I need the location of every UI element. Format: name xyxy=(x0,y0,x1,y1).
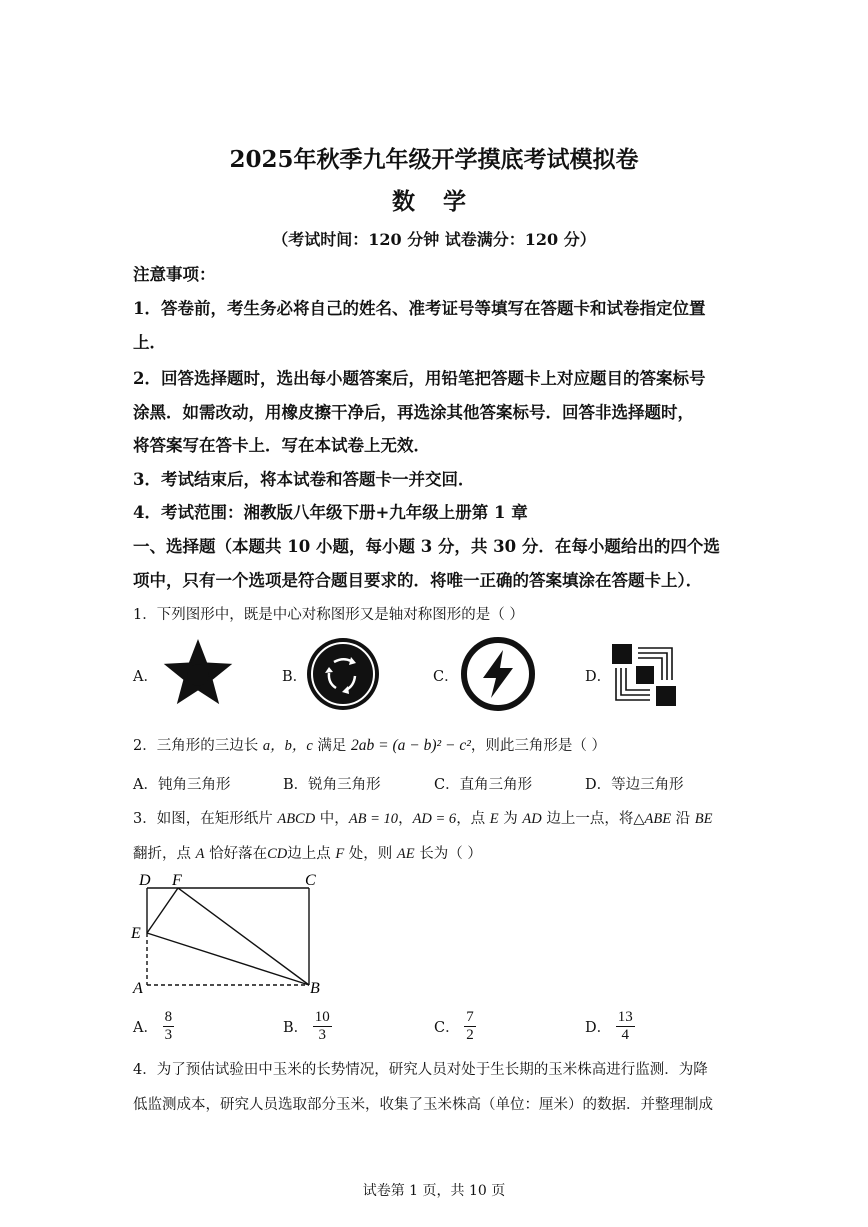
q3-text: 边上一点，将 xyxy=(541,811,634,827)
notes-heading: 注意事项： xyxy=(133,265,216,284)
q2-mid: 满足 xyxy=(312,738,351,754)
q3-option-b-fraction xyxy=(313,1009,332,1044)
question-2-stem xyxy=(133,734,606,755)
label-e: E xyxy=(131,925,141,942)
q3-text: 3．如图，在矩形纸片 xyxy=(133,811,278,827)
q3-triangle: △ABE xyxy=(633,811,672,827)
subject-heading: 数 学 xyxy=(391,188,476,215)
q3-option-c xyxy=(434,1009,476,1044)
q2-option-d: D．等边三角形 xyxy=(585,777,684,793)
question-4-line-1: 4．为了预估试验田中玉米的长势情况，研究人员对处于生长期的玉米株高进行监测．为降 xyxy=(133,1062,708,1078)
q3-option-a xyxy=(133,1009,174,1044)
exam-title: 2025年秋季九年级开学摸底考试模拟卷 xyxy=(229,146,639,173)
note-3: 3．考试结束后，将本试卷和答题卡一并交回． xyxy=(133,470,475,489)
q3-text: 为 xyxy=(498,811,523,827)
section-1-line-1: 一、选择题（本题共 10 小题，每小题 3 分，共 30 分．在每小题给出的四个选 xyxy=(133,537,720,556)
q3-text: 沿 xyxy=(671,811,695,827)
q1-option-d-label: D． xyxy=(585,669,612,685)
section-1-line-2: 项中，只有一个选项是符合题目要求的．将唯一正确的答案填涂在答题卡上）． xyxy=(133,571,703,590)
numerator: 7 xyxy=(466,1009,474,1025)
q3-ab-value: AB = 10 xyxy=(348,811,399,827)
note-2-line-1: 2．回答选择题时，选出每小题答案后，用铅笔把答题卡上对应题目的答案标号 xyxy=(133,369,706,388)
denominator: 3 xyxy=(164,1027,173,1043)
label-c: C xyxy=(305,872,316,889)
q3-option-b-label: B． xyxy=(283,1020,309,1036)
q3-segment-ae: AE xyxy=(396,846,415,862)
numerator: 10 xyxy=(314,1009,330,1025)
q2-option-b: B．锐角三角形 xyxy=(283,777,381,793)
q3-point-e: E xyxy=(489,811,499,827)
q3-option-c-label: C． xyxy=(434,1020,460,1036)
q3-option-a-fraction xyxy=(163,1009,175,1044)
question-4-line-2: 低监测成本，研究人员选取部分玉米，收集了玉米株高（单位：厘米）的数据．并整理制成 xyxy=(133,1097,713,1113)
denominator: 3 xyxy=(318,1027,327,1043)
q3-text: 恰好落在 xyxy=(204,846,268,862)
q3-side-cd: CD xyxy=(267,846,288,862)
q2-suffix: ，则此三角形是（ ） xyxy=(470,738,606,754)
q1-option-a-label: A． xyxy=(133,669,158,685)
q3-text: 处，则 xyxy=(344,846,397,862)
exam-info: （考试时间：120 分钟 试卷满分：120 分） xyxy=(272,230,596,249)
question-3-line-1 xyxy=(133,807,713,828)
q3-text: 边上点 xyxy=(287,846,336,862)
q3-side-ad: AD xyxy=(522,811,542,827)
q1-option-b-label: B． xyxy=(282,669,308,685)
q2-option-c: C．直角三角形 xyxy=(434,777,533,793)
q3-text: 中， xyxy=(315,811,349,827)
q3-option-b xyxy=(283,1009,332,1044)
q3-text: ，点 xyxy=(456,811,490,827)
q3-text: 长为（ ） xyxy=(414,846,482,862)
lightning-ring-figure xyxy=(459,636,537,712)
q3-option-a-label: A． xyxy=(133,1020,158,1036)
note-1-line-1: 1．答卷前，考生务必将自己的姓名、准考证号等填写在答题卡和试卷指定位置 xyxy=(133,299,706,318)
q2-variables: a，b，c xyxy=(262,738,313,754)
q2-prefix: 2．三角形的三边长 xyxy=(133,738,263,754)
q3-rect-name: ABCD xyxy=(277,811,316,827)
note-2-line-3: 将答案写在答卡上．写在本试卷上无效． xyxy=(133,436,430,455)
q2-option-a: A．钝角三角形 xyxy=(133,777,231,793)
q3-segment-be: BE xyxy=(694,811,713,827)
label-d: D xyxy=(139,872,151,889)
label-f: F xyxy=(172,872,182,889)
note-4: 4．考试范围：湘教版八年级下册+九年级上册第 1 章 xyxy=(133,503,528,522)
q3-ad-value: AD = 6 xyxy=(412,811,457,827)
question-1-stem: 1．下列图形中，既是中心对称图形又是轴对称图形的是（ ） xyxy=(133,607,524,623)
denominator: 2 xyxy=(466,1027,474,1043)
label-b: B xyxy=(310,980,320,997)
q3-text: 翻折，点 xyxy=(133,846,196,862)
q3-option-d xyxy=(585,1009,635,1044)
recycle-circle-figure xyxy=(306,637,380,711)
q3-point-f: F xyxy=(335,846,345,862)
numerator: 8 xyxy=(164,1009,173,1025)
q2-equation: 2ab = (a − b)² − c² xyxy=(351,737,471,754)
rectangle-fold-diagram xyxy=(130,868,330,1000)
star-flower-figure xyxy=(160,637,236,711)
q3-text: ， xyxy=(398,811,413,827)
numerator: 13 xyxy=(617,1009,633,1025)
q3-option-d-label: D． xyxy=(585,1020,612,1036)
q1-option-c-label: C． xyxy=(433,669,459,685)
note-1-line-2: 上． xyxy=(133,333,166,352)
q3-option-c-fraction xyxy=(464,1009,476,1044)
denominator: 4 xyxy=(621,1027,629,1043)
page-footer: 试卷第 1 页，共 10 页 xyxy=(362,1183,506,1199)
square-pattern-figure xyxy=(610,642,678,708)
q3-option-d-fraction xyxy=(616,1009,635,1044)
q3-point-a: A xyxy=(195,846,205,862)
note-2-line-2: 涂黑．如需改动，用橡皮擦干净后，再选涂其他答案标号．回答非选择题时， xyxy=(133,403,694,422)
question-3-line-2 xyxy=(133,842,482,863)
label-a: A xyxy=(133,980,143,997)
